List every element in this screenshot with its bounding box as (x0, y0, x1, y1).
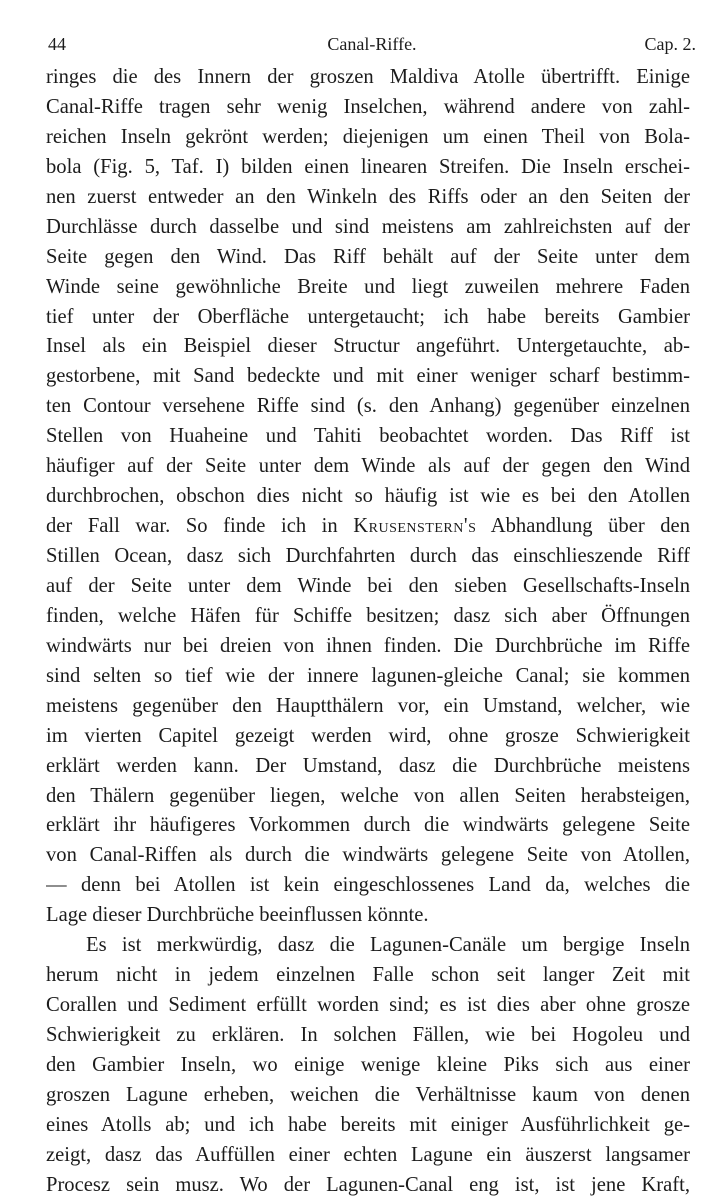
text-line: Es ist merkwürdig, dasz die Lagunen-Canäle um bergige Inseln (86, 934, 690, 957)
text-line: Procesz sein musz. Wo der Lagunen-Canal eng ist, ist jene Kraft, (46, 1173, 690, 1196)
text-line: Seite gegen den Wind. Das Riff behält auf der Seite unter dem (46, 245, 690, 268)
text-line: durchbrochen, obschon dies nicht so häufig ist wie es bei den Atollen (46, 485, 690, 508)
text-line: von Canal-Riffen als durch die windwärts gelegene Seite von Atollen, (46, 844, 690, 867)
text-line: Stellen von Huaheine und Tahiti beobachtet worden. Das Riff ist (46, 425, 690, 448)
text-segment: der Fall war. So finde ich in (46, 515, 338, 538)
text-line: ten Contour versehene Riffe sind (s. den Anhang) gegenüber einzelnen (46, 395, 690, 418)
text-line: tief unter der Oberfläche untergetaucht; ich habe bereits Gambier (46, 305, 690, 328)
author-name: Krusenstern's (353, 515, 477, 538)
text-line: Canal-Riffe tragen sehr wenig Inselchen, während andere von zahl- (46, 95, 690, 118)
text-line: finden, welche Häfen für Schiffe besitzen; dasz sich aber Öffnungen (46, 604, 690, 627)
text-line: Schwierigkeit zu erklären. In solchen Fällen, wie bei Hogoleu und (46, 1024, 690, 1046)
text-line: Lage dieser Durchbrüche beeinflussen könnte. (46, 904, 429, 927)
text-line: sind selten so tief wie der innere lagunen-gleiche Canal; sie kommen (46, 664, 690, 687)
text-line: zeigt, dasz das Auffüllen einer echten Lagune ein äuszerst langsamer (46, 1143, 690, 1166)
text-line: bola (Fig. 5, Taf. I) bilden einen linearen Streifen. Die Inseln erschei- (46, 155, 690, 178)
text-line: meistens gegenüber den Hauptthälern vor, ein Umstand, welcher, wie (46, 694, 690, 717)
text-line: nen zuerst entweder an den Winkeln des Riffs oder an den Seiten der (46, 185, 690, 208)
text-line-with-author (46, 512, 690, 542)
text-line: Insel als ein Beispiel dieser Structur angeführt. Untergetauchte, ab- (46, 335, 690, 358)
text-line: erklärt ihr häufigeres Vorkommen durch die windwärts gelegene Seite (46, 814, 690, 837)
text-line: Winde seine gewöhnliche Breite und liegt zuweilen mehrere Faden (46, 275, 690, 298)
text-line: Stillen Ocean, dasz sich Durchfahrten durch das einschlieszende Riff (46, 545, 690, 567)
text-line: herum nicht in jedem einzelnen Falle schon seit langer Zeit mit (46, 964, 690, 987)
page-number: 44 (48, 34, 66, 54)
text-line: Durchlässe durch dasselbe und sind meistens am zahlreichsten auf der (46, 215, 690, 238)
text-line: auf der Seite unter dem Winde bei den sieben Gesellschafts-Inseln (46, 574, 690, 597)
paragraph (46, 63, 690, 931)
body-text (46, 63, 690, 1201)
text-line: ringes die des Innern der groszen Maldiva Atolle übertrifft. Einige (46, 66, 690, 88)
text-line: den Thälern gegenüber liegen, welche von allen Seiten herabsteigen, (46, 784, 690, 807)
text-segment: Abhandlung über den (490, 515, 690, 538)
text-line: eines Atolls ab; und ich habe bereits mit einiger Ausführlichkeit ge- (46, 1113, 690, 1136)
text-line: reichen Inseln gekrönt werden; diejenigen um einen Theil von Bola- (46, 125, 690, 148)
text-line: gestorbene, mit Sand bedeckte und mit einer weniger scharf bestimm- (46, 365, 690, 388)
running-header (48, 30, 696, 58)
text-line: windwärts nur bei dreien von ihnen finden. Die Durchbrüche im Riffe (46, 634, 690, 657)
text-line: groszen Lagune erheben, weichen die Verhältnisse kaum von denen (46, 1083, 690, 1106)
chapter-label: Cap. 2. (644, 34, 696, 54)
paragraph (46, 931, 690, 1200)
text-line: Corallen und Sediment erfüllt worden sind; es ist dies aber ohne grosze (46, 994, 690, 1017)
text-line: im vierten Capitel gezeigt werden wird, ohne grosze Schwierigkeit (46, 724, 690, 747)
text-line: den Gambier Inseln, wo einige wenige kleine Piks sich aus einer (46, 1053, 690, 1076)
running-title: Canal-Riffe. (327, 34, 417, 54)
text-line: — denn bei Atollen ist kein eingeschlossenes Land da, welches die (46, 874, 690, 897)
text-line: häufiger auf der Seite unter dem Winde als auf der gegen den Wind (46, 455, 690, 478)
text-line: erklärt werden kann. Der Umstand, dasz die Durchbrüche meistens (46, 754, 690, 777)
